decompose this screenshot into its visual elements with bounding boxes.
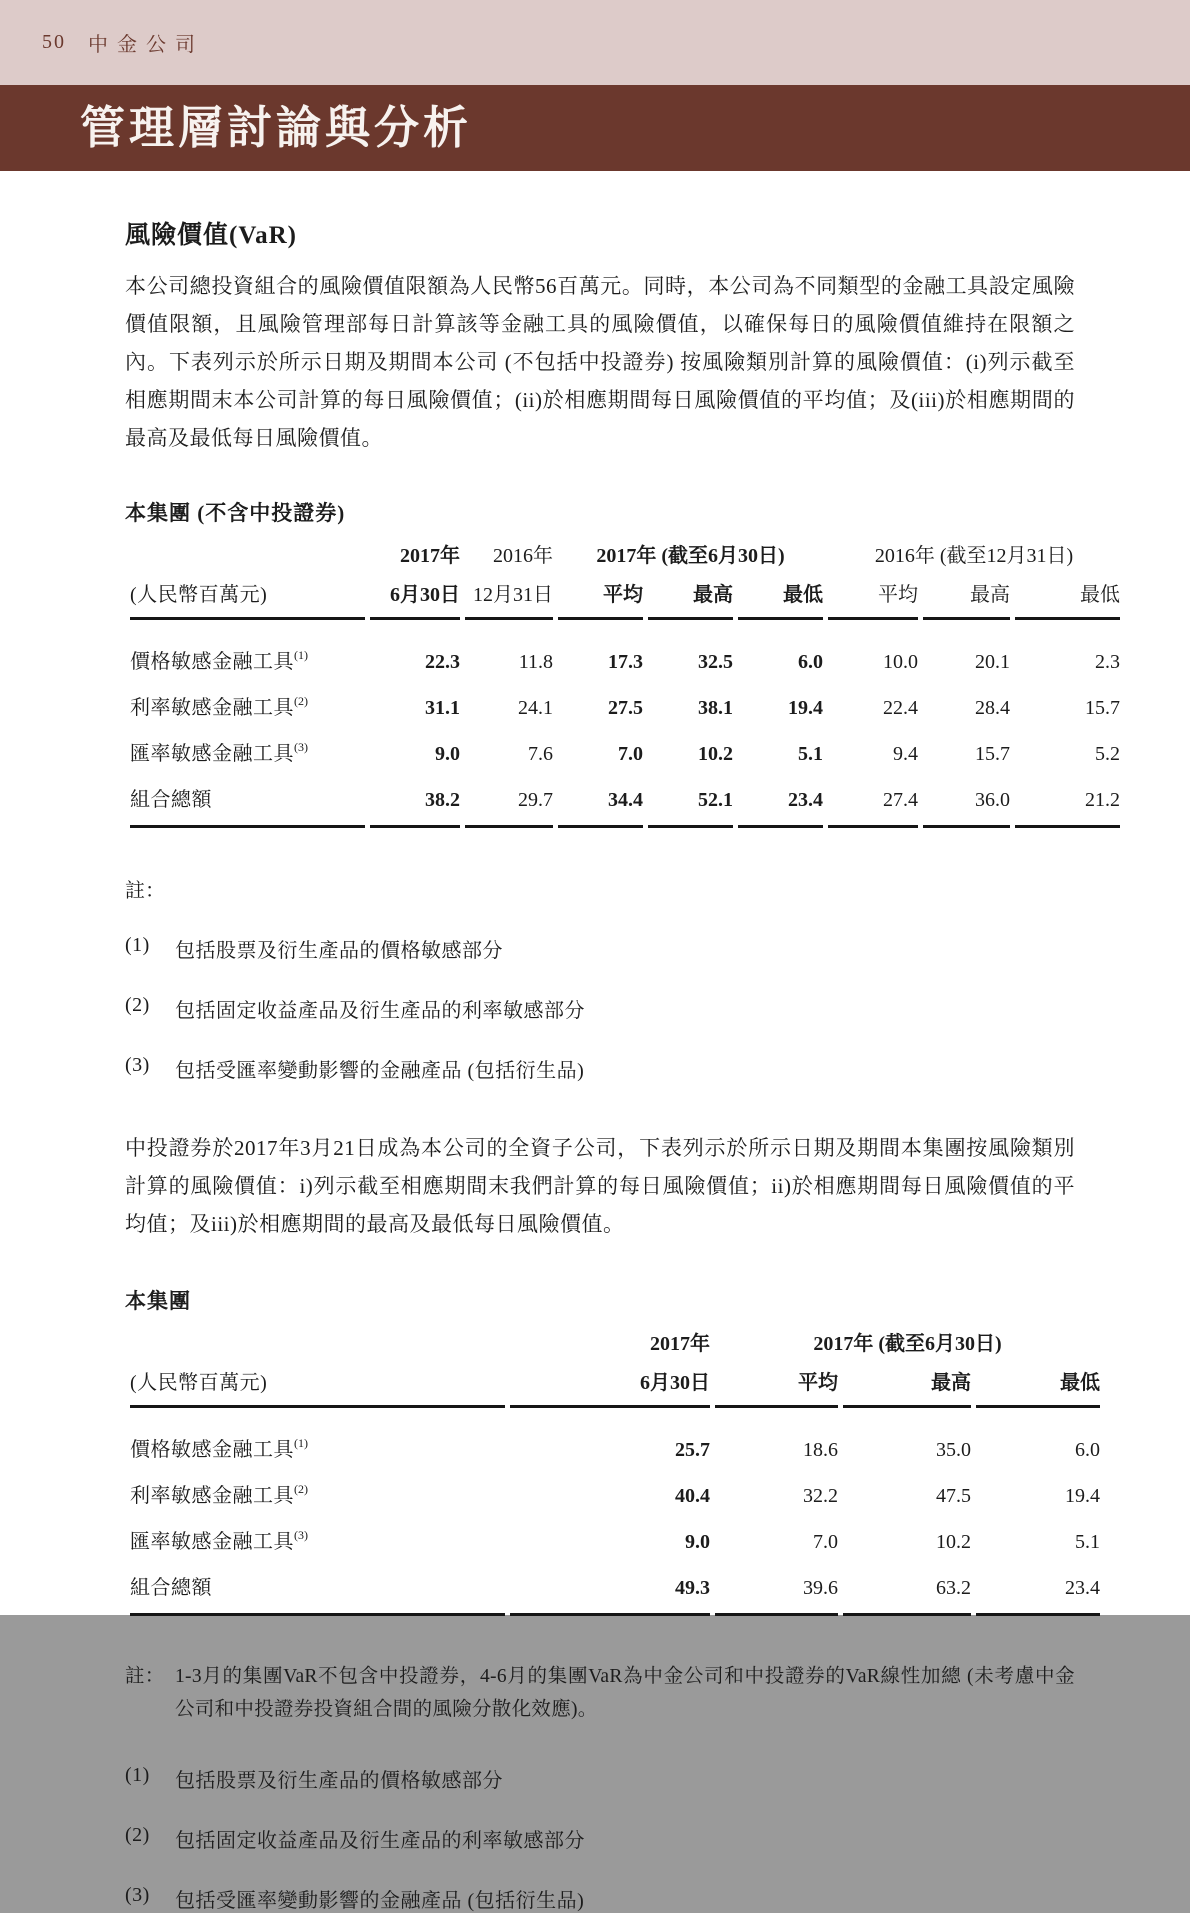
footnote-number: (3) — [125, 1054, 150, 1076]
notes-label: 註： — [125, 880, 165, 902]
table-cell: 31.1 — [425, 697, 460, 719]
second-paragraph: 中投證券於2017年3月21日成為本公司的全資子公司，下表列示於所示日期及期間本集團按風險類別計算的風險價值：i)列示截至相應期間末我們計算的每日風險價值；ii)於相應期間每日風險價值的平均值；及iii)於相應期間的最高及最低每日風險價值。 — [125, 1136, 1075, 1236]
section-title: 風險價值(VaR) — [125, 222, 297, 249]
notes-section-2 — [125, 1660, 1075, 1913]
table-cell: 35.0 — [936, 1439, 971, 1461]
table-cell: 2.3 — [1095, 651, 1121, 673]
table-total-row — [130, 1563, 1100, 1616]
col-header: 最高 — [843, 1358, 971, 1408]
footnote-text: 包括受匯率變動影響的金融產品 (包括衍生品) — [175, 1890, 585, 1912]
table2-group-header-row — [130, 1319, 1100, 1358]
footnote-item — [125, 1884, 1075, 1913]
footnote-text: 包括固定收益產品及衍生產品的利率敏感部分 — [175, 1830, 585, 1852]
row-label: 匯率敏感金融工具$^{(3)}$ — [130, 1528, 308, 1553]
var-table-excl-cicc-securities — [125, 531, 1125, 828]
table-cell: 20.1 — [975, 651, 1011, 673]
table-cell: 34.4 — [558, 775, 643, 828]
table2-note — [125, 1660, 1075, 1726]
table-cell: 21.2 — [1015, 775, 1120, 828]
var-table-group — [125, 1319, 1105, 1616]
footnote-text: 包括受匯率變動影響的金融產品 (包括衍生品) — [175, 1060, 585, 1082]
table-row — [130, 1471, 1100, 1517]
col-header: 最高 — [648, 570, 733, 620]
table-cell: 27.5 — [608, 697, 643, 719]
table-cell: 23.4 — [976, 1563, 1100, 1616]
table-cell: 36.0 — [923, 775, 1010, 828]
table-cell: 18.6 — [803, 1439, 838, 1461]
col-header: 最高 — [923, 570, 1010, 620]
footnote-text: 包括股票及衍生產品的價格敏感部分 — [175, 940, 503, 962]
footnote-text: 包括股票及衍生產品的價格敏感部分 — [175, 1770, 503, 1792]
company-name: 中金公司 — [88, 34, 204, 56]
row-label: 匯率敏感金融工具$^{(3)}$ — [130, 740, 308, 765]
col-group-header: 2017年 (截至6月30日) — [596, 545, 785, 567]
page-number: 50 — [42, 31, 66, 53]
col-header: 2017年 — [400, 545, 460, 567]
table-row — [130, 1517, 1100, 1563]
footnote-number: (1) — [125, 1764, 150, 1786]
table2-subheader-row — [130, 1358, 1100, 1408]
table-cell: 29.7 — [465, 775, 553, 828]
col-header: 最低 — [1015, 570, 1120, 620]
col-group-header: 2016年 (截至12月31日) — [874, 545, 1074, 567]
table-cell: 7.0 — [813, 1531, 838, 1553]
empty-cell — [130, 1319, 505, 1358]
table-cell: 5.2 — [1095, 743, 1121, 765]
footnote-number: (3) — [125, 1884, 150, 1906]
table-row — [130, 1408, 1100, 1471]
intro-paragraph: 本公司總投資組合的風險價值限額為人民幣56百萬元。同時，本公司為不同類型的金融工具設定風險價值限額，且風險管理部每日計算該等金融工具的風險價值，以確保每日的風險價值維持在限額之內。下表列示於所示日期及期間本公司 (不包括中投證券) 按風險類別計算的風險價值：(i)列示截至相應期間末本公司計算的每日風險價值；(ii)於相應期間每日風險價值的平均值；及(iii)於相應期間的最高及最低每日風險價值。 — [125, 274, 1075, 450]
table-cell: 5.1 — [1075, 1531, 1101, 1553]
table-cell: 6.0 — [798, 651, 824, 673]
row-label: 組合總額 — [130, 1563, 505, 1616]
table-cell: 28.4 — [975, 697, 1011, 719]
table-cell: 10.2 — [698, 743, 733, 765]
notes-label: 註： — [125, 1666, 165, 1687]
col-header: 6月30日 — [370, 570, 460, 620]
table-cell: 22.4 — [883, 697, 919, 719]
section-banner — [0, 85, 1190, 171]
table-cell: 24.1 — [518, 697, 553, 719]
table-cell: 32.2 — [803, 1485, 838, 1507]
col-header: 最低 — [738, 570, 823, 620]
table1-group-header-row — [130, 531, 1120, 570]
table-cell: 10.2 — [936, 1531, 971, 1553]
page-header — [0, 0, 1190, 85]
unit-label: (人民幣百萬元) — [130, 1358, 505, 1408]
table-cell: 7.6 — [528, 743, 553, 765]
row-label: 價格敏感金融工具$^{(1)}$ — [130, 1436, 308, 1461]
table-cell: 38.2 — [370, 775, 460, 828]
note-text: 1-3月的集團VaR不包含中投證券，4-6月的集團VaR為中金公司和中投證券的VaR線性加總 (未考慮中金公司和中投證券投資組合間的風險分散化效應)。 — [175, 1666, 1075, 1720]
unit-label: (人民幣百萬元) — [130, 570, 365, 620]
table-cell: 40.4 — [675, 1485, 710, 1507]
table-cell: 22.3 — [425, 651, 460, 673]
table-cell: 19.4 — [788, 697, 824, 719]
row-label: 利率敏感金融工具$^{(2)}$ — [130, 1482, 308, 1507]
table-cell: 17.3 — [608, 651, 643, 673]
footnote-ref: (2) — [294, 694, 308, 708]
empty-cell — [130, 531, 365, 570]
col-header: 2017年 — [650, 1333, 710, 1355]
row-label: 組合總額 — [130, 775, 365, 828]
table-cell: 9.0 — [685, 1531, 710, 1553]
table-row — [130, 683, 1120, 729]
footnote-item — [125, 934, 1075, 963]
notes-section-1 — [125, 874, 1075, 1083]
footnote-item — [125, 1824, 1075, 1853]
footnote-item — [125, 1054, 1075, 1083]
row-label: 價格敏感金融工具$^{(1)}$ — [130, 648, 308, 673]
table-cell: 9.4 — [893, 743, 919, 765]
table-cell: 15.7 — [1085, 697, 1121, 719]
page-content — [0, 215, 1190, 1913]
col-header: 平均 — [828, 570, 918, 620]
table-cell: 63.2 — [843, 1563, 971, 1616]
table-cell: 38.1 — [698, 697, 733, 719]
table1-subheader-row — [130, 570, 1120, 620]
table2-title: 本集團 — [125, 1289, 191, 1313]
banner-title: 管理層討論與分析 — [80, 102, 473, 153]
col-header: 12月31日 — [465, 570, 553, 620]
table-cell: 5.1 — [798, 743, 824, 765]
col-header: 6月30日 — [510, 1358, 710, 1408]
table-row — [130, 620, 1120, 683]
table-cell: 19.4 — [1065, 1485, 1101, 1507]
table-cell: 9.0 — [435, 743, 460, 765]
row-label: 利率敏感金融工具$^{(2)}$ — [130, 694, 308, 719]
table-cell: 11.8 — [518, 651, 553, 673]
footnote-ref: (1) — [294, 648, 308, 662]
footnote-number: (2) — [125, 994, 150, 1016]
table-total-row — [130, 775, 1120, 828]
footnote-number: (1) — [125, 934, 150, 956]
table-cell: 52.1 — [648, 775, 733, 828]
footnote-item — [125, 994, 1075, 1023]
table-cell: 6.0 — [1075, 1439, 1101, 1461]
col-group-header: 2017年 (截至6月30日) — [813, 1333, 1002, 1355]
col-header: 最低 — [976, 1358, 1100, 1408]
table-cell: 7.0 — [618, 743, 643, 765]
table-cell: 25.7 — [675, 1439, 710, 1461]
table-cell: 23.4 — [738, 775, 823, 828]
table1-title: 本集團 (不含中投證券) — [125, 501, 346, 525]
table-cell: 15.7 — [975, 743, 1011, 765]
table-cell: 10.0 — [883, 651, 919, 673]
col-header: 平均 — [715, 1358, 838, 1408]
table-cell: 39.6 — [715, 1563, 838, 1616]
col-header: 2016年 — [493, 545, 553, 567]
table-cell: 47.5 — [936, 1485, 971, 1507]
footnote-number: (2) — [125, 1824, 150, 1846]
footnote-item — [125, 1764, 1075, 1793]
footnote-ref: (1) — [294, 1436, 308, 1450]
footnote-ref: (3) — [294, 1528, 308, 1542]
table-cell: 49.3 — [510, 1563, 710, 1616]
footnote-text: 包括固定收益產品及衍生產品的利率敏感部分 — [175, 1000, 585, 1022]
footnote-ref: (2) — [294, 1482, 308, 1496]
table-cell: 32.5 — [698, 651, 733, 673]
table-cell: 27.4 — [828, 775, 918, 828]
footnote-ref: (3) — [294, 740, 308, 754]
table-row — [130, 729, 1120, 775]
col-header: 平均 — [558, 570, 643, 620]
